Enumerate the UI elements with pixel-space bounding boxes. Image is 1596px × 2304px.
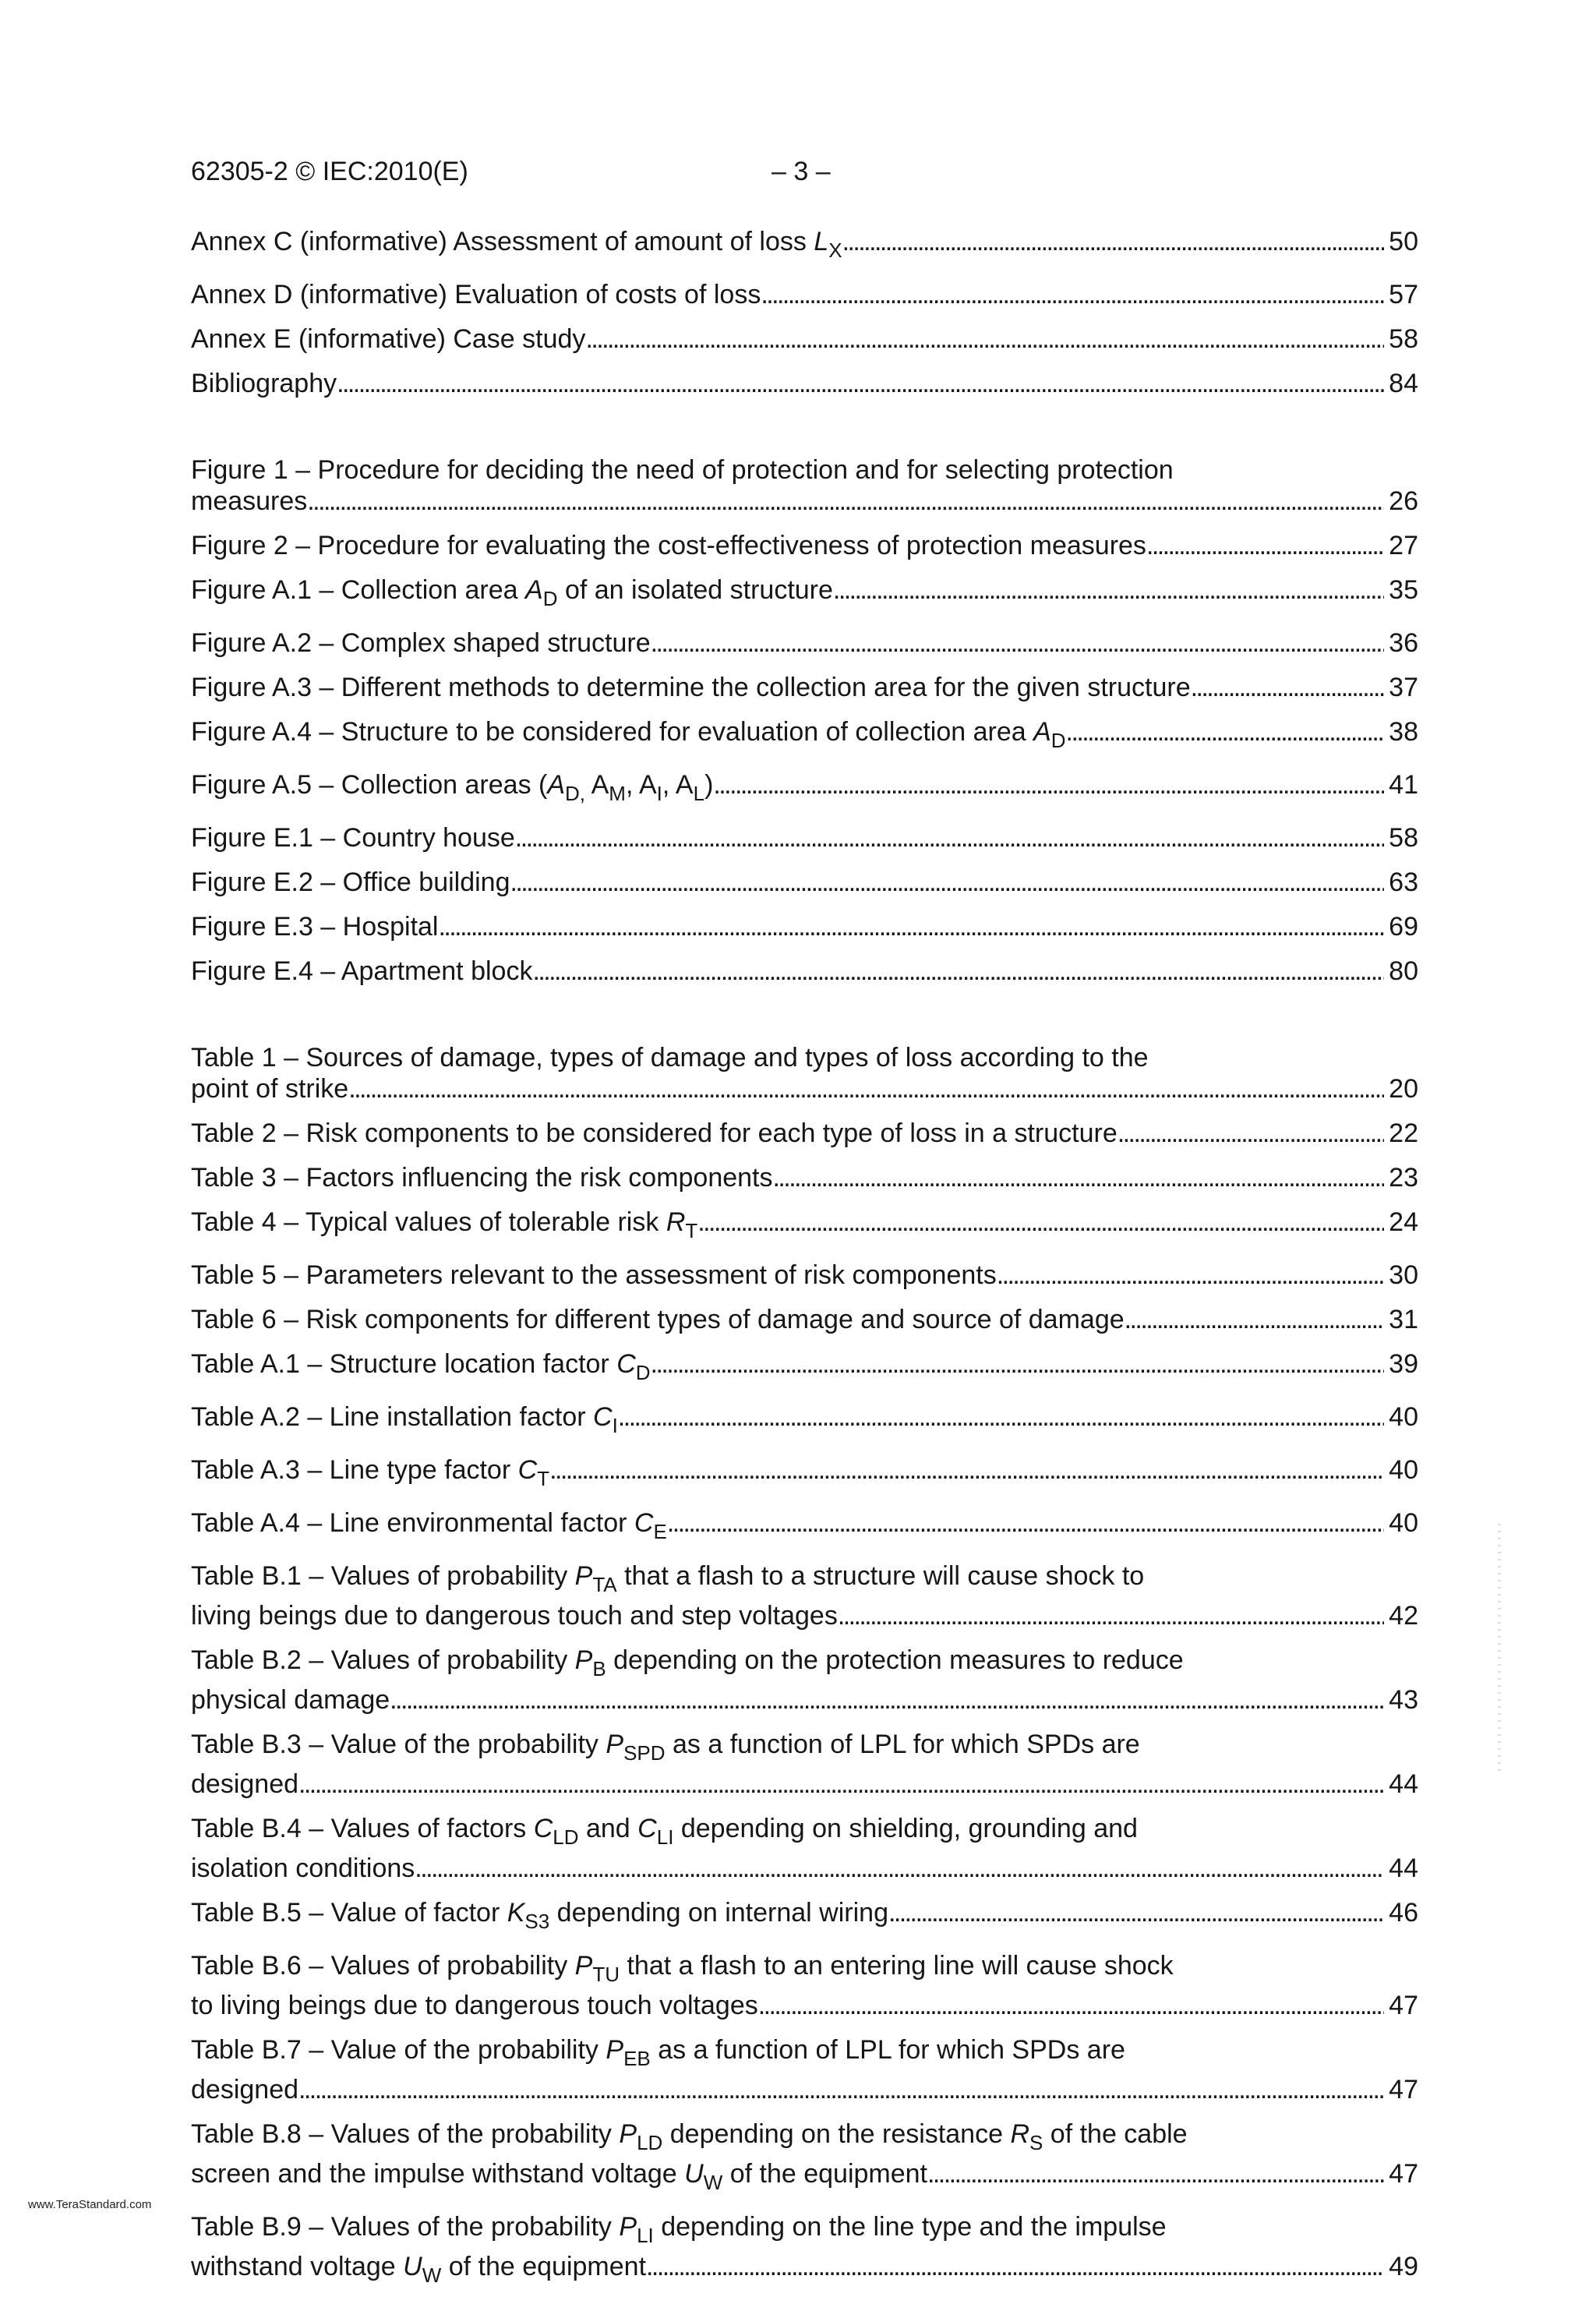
toc-entry-first-line (191, 1042, 1418, 1073)
toc-entry-title (191, 1507, 667, 1547)
math-subscript: T (537, 1467, 550, 1490)
toc-entry-title (191, 279, 761, 310)
math-symbol: A (547, 770, 566, 800)
toc-entry-title (191, 1348, 651, 1388)
toc-entry[interactable] (191, 1454, 1418, 1494)
toc-entry-text: Table B.4 – Values of factors (191, 1814, 534, 1843)
toc-entry-line (191, 530, 1418, 561)
toc-entry[interactable] (191, 1260, 1418, 1291)
math-symbol: R (1010, 2119, 1029, 2149)
toc-entry[interactable] (191, 1560, 1418, 1631)
math-symbol: A (1033, 717, 1051, 747)
toc-entry[interactable] (191, 1348, 1418, 1388)
dot-leader (713, 769, 1384, 800)
toc-entry-title (191, 574, 833, 614)
math-subscript: LI (637, 2224, 654, 2247)
toc-entry-line (191, 368, 1418, 399)
section-gap (191, 412, 1418, 454)
toc-entry-text: depending on the resistance (662, 2119, 1011, 2149)
toc-entry-line (191, 867, 1418, 898)
toc-entry-title (191, 1897, 888, 1937)
toc-entry-text: Table 1 – Sources of damage, types of damage and types of loss according to the (191, 1043, 1149, 1072)
toc-entry-text: depending on shielding, grounding and (673, 1814, 1138, 1843)
math-symbol: U (684, 2159, 704, 2189)
dot-leader (842, 226, 1384, 257)
math-subscript: D (1050, 729, 1066, 752)
toc-entry-title (191, 323, 585, 355)
toc-entry[interactable] (191, 956, 1418, 987)
toc-page-number: 40 (1389, 1508, 1418, 1538)
toc-entry-title (191, 2251, 646, 2291)
toc-entry-first-line (191, 454, 1418, 486)
toc-entry-line (191, 486, 1418, 517)
math-symbol: P (574, 1951, 593, 1981)
toc-entry-text: designed (191, 1769, 299, 1799)
dot-leader (618, 1401, 1384, 1433)
toc-entry-title (191, 1401, 618, 1441)
toc-entry-text: Table A.3 – Line type factor (191, 1455, 518, 1485)
toc-page-number: 80 (1389, 956, 1418, 986)
math-subscript: B (592, 1657, 606, 1680)
dot-leader (997, 1260, 1384, 1291)
toc-entry-text: point of strike (191, 1074, 349, 1104)
dot-leader (888, 1897, 1384, 1928)
toc-entry-title (191, 1118, 1118, 1149)
toc-entry-title (191, 226, 842, 266)
dot-leader (307, 486, 1384, 517)
toc-entry-line (191, 911, 1418, 942)
toc-entry-line (191, 1600, 1418, 1631)
dot-leader (646, 2251, 1384, 2282)
toc-entry-title (191, 1600, 838, 1631)
toc-entry-title (191, 627, 651, 659)
toc-entry-text: Table 2 – Risk components to be considered for each type of loss in a structure (191, 1118, 1118, 1148)
toc-page-number: 40 (1389, 1402, 1418, 1432)
toc-entry[interactable] (191, 2211, 1418, 2291)
math-symbol: C (593, 1402, 613, 1432)
toc-entry-text: Table 3 – Factors influencing the risk components (191, 1163, 773, 1193)
toc-entry[interactable] (191, 1304, 1418, 1335)
dot-leader (773, 1162, 1384, 1193)
toc-entry-line (191, 716, 1418, 756)
toc-entry-text: living beings due to dangerous touch and step voltages (191, 1601, 838, 1631)
toc-entry-text: ) (704, 770, 714, 800)
math-subscript: TU (592, 1963, 620, 1986)
toc-entry-line (191, 1401, 1418, 1441)
toc-entry-line (191, 1853, 1418, 1884)
math-subscript: T (685, 1219, 698, 1242)
toc-entry[interactable] (191, 1207, 1418, 1246)
toc-entry-text: Table 6 – Risk components for different types of damage and source of damage (191, 1305, 1125, 1334)
math-symbol: L (814, 227, 829, 256)
toc-page-number: 47 (1389, 2159, 1418, 2189)
toc-page-number: 63 (1389, 868, 1418, 897)
toc-entry[interactable] (191, 279, 1418, 310)
toc-page-number: 30 (1389, 1260, 1418, 1290)
toc-entry-text: Figure 1 – Procedure for deciding the need of protection and for selecting protection (191, 455, 1174, 485)
math-symbol: P (606, 1730, 624, 1759)
toc-page-number: 40 (1389, 1455, 1418, 1485)
toc-entry-text: Table B.3 – Value of the probability (191, 1730, 606, 1759)
toc-entry-line (191, 1990, 1418, 2021)
toc-page-number: 27 (1389, 531, 1418, 560)
toc-entry-text: Figure A.3 – Different methods to determine the collection area for the given structure (191, 673, 1191, 702)
dot-leader (348, 1073, 1384, 1104)
toc-entry-line (191, 627, 1418, 659)
toc-entry-text: as a function of LPL for which SPDs are (665, 1730, 1140, 1759)
math-symbol: C (616, 1349, 636, 1379)
toc-entry[interactable] (191, 1813, 1418, 1884)
toc-entry-text: Table A.4 – Line environmental factor (191, 1508, 634, 1538)
toc-entry-first-line (191, 1950, 1418, 1990)
dot-leader (532, 956, 1384, 987)
toc-entry-text: to living beings due to dangerous touch voltages (191, 1991, 758, 2020)
toc-entry-text: depending on the protection measures to reduce (606, 1645, 1184, 1675)
margin-scan-artifact (1498, 1524, 1501, 1773)
toc-entry[interactable] (191, 867, 1418, 898)
toc-entry-line (191, 1897, 1418, 1937)
toc-entry-text: of the equipment (722, 2159, 928, 2189)
toc-entry-line (191, 1304, 1418, 1335)
toc-entry[interactable] (191, 1401, 1418, 1441)
math-subscript: S3 (524, 1910, 550, 1933)
dot-leader (838, 1600, 1384, 1631)
dot-leader (585, 323, 1384, 355)
math-subscript: E (653, 1520, 667, 1543)
toc-page-number: 39 (1389, 1349, 1418, 1379)
toc-entry-line (191, 226, 1418, 266)
toc-entry[interactable] (191, 911, 1418, 942)
toc-entry[interactable] (191, 1897, 1418, 1937)
toc-entry-text: Figure A.4 – Structure to be considered for evaluation of collection area (191, 717, 1034, 747)
toc-page-number: 49 (1389, 2252, 1418, 2281)
dot-leader (651, 627, 1384, 659)
math-symbol: P (619, 2119, 637, 2149)
math-subscript: LD (637, 2131, 663, 2154)
dot-leader (761, 279, 1384, 310)
dot-leader (667, 1507, 1384, 1539)
toc-entry-title (191, 1073, 348, 1104)
toc-entry-text: Figure E.2 – Office building (191, 868, 510, 897)
toc-entry-text: Table B.6 – Values of probability (191, 1951, 575, 1981)
toc-entry[interactable] (191, 1042, 1418, 1104)
toc-entry-title (191, 2158, 927, 2198)
toc-entry-line (191, 2074, 1418, 2105)
toc-entry-first-line (191, 2211, 1418, 2251)
math-subscript: S (1029, 2131, 1043, 2154)
toc-entry-title (191, 716, 1066, 756)
toc-entry-text: , A (625, 770, 657, 800)
dot-leader (549, 1454, 1384, 1486)
toc-page-number: 57 (1389, 280, 1418, 309)
toc-entry-line (191, 822, 1418, 853)
math-symbol: C (517, 1455, 538, 1485)
toc-page-number: 69 (1389, 912, 1418, 942)
toc-entry-text: Figure 2 – Procedure for evaluating the cost-effectiveness of protection measures (191, 531, 1146, 560)
math-subscript: LI (656, 1825, 674, 1849)
math-subscript: EB (623, 2047, 651, 2070)
toc-entry-line (191, 1162, 1418, 1193)
toc-entry-text: Table A.1 – Structure location factor (191, 1349, 617, 1379)
toc-entry-first-line (191, 2118, 1418, 2158)
math-subscript: SPD (623, 1741, 666, 1765)
toc-entry[interactable] (191, 530, 1418, 561)
page-number: – 3 – (772, 157, 831, 186)
dot-leader (927, 2158, 1384, 2189)
math-subscript: X (828, 239, 842, 262)
toc-entry-text: that a flash to a structure will cause shock to (616, 1561, 1145, 1591)
toc-entry-title (191, 1454, 549, 1494)
toc-entry-text: Bibliography (191, 369, 337, 398)
toc-page-number: 23 (1389, 1163, 1418, 1193)
toc-entry-first-line (191, 2034, 1418, 2074)
toc-page-number: 58 (1389, 324, 1418, 354)
dot-leader (833, 574, 1384, 606)
toc-entry-title (191, 672, 1191, 703)
footer-url: www.TeraStandard.com (28, 2198, 152, 2211)
toc-entry-text: Table B.9 – Values of the probability (191, 2212, 620, 2242)
dot-leader (1125, 1304, 1384, 1335)
toc-entry-text: as a function of LPL for which SPDs are (650, 2035, 1125, 2065)
toc-entry-text: withstand voltage (191, 2252, 404, 2281)
toc-entry[interactable] (191, 822, 1418, 853)
toc-entry-text: Table B.8 – Values of the probability (191, 2119, 620, 2149)
toc-entry-text: isolation conditions (191, 1853, 415, 1883)
math-subscript: W (422, 2263, 442, 2287)
toc-entry-text: depending on internal wiring (549, 1898, 888, 1928)
toc-page-number: 24 (1389, 1207, 1418, 1237)
toc-entry-line (191, 574, 1418, 614)
math-symbol: P (606, 2035, 624, 2065)
toc-entry-text: A (585, 770, 609, 800)
toc-entry[interactable] (191, 769, 1418, 809)
toc-entry[interactable] (191, 627, 1418, 659)
toc-page-number: 31 (1389, 1305, 1418, 1334)
toc-entry-line (191, 1073, 1418, 1104)
toc-entry-text: Figure A.1 – Collection area (191, 575, 526, 605)
toc-entry-title (191, 1207, 697, 1246)
toc-page-number: 42 (1389, 1601, 1418, 1631)
toc-entry[interactable] (191, 2118, 1418, 2198)
toc-entry-title (191, 822, 515, 853)
math-subscript: L (693, 782, 705, 805)
toc-entry-text: screen and the impulse withstand voltage (191, 2159, 685, 2189)
toc-entry-title (191, 1990, 758, 2021)
toc-entry-text: designed (191, 2075, 299, 2104)
toc-page-number: 46 (1389, 1898, 1418, 1928)
toc-entry-text: Annex C (informative) Assessment of amount of loss (191, 227, 814, 256)
toc-entry-line (191, 1207, 1418, 1246)
toc-entry-title (191, 911, 439, 942)
dot-leader (390, 1684, 1384, 1716)
toc-page-number: 47 (1389, 1991, 1418, 2020)
section-gap (191, 1000, 1418, 1042)
toc-entry-text: Table 4 – Typical values of tolerable risk (191, 1207, 666, 1237)
toc-page-number: 58 (1389, 823, 1418, 853)
toc-entry-text: Table B.5 – Value of factor (191, 1898, 507, 1928)
dot-leader (1066, 716, 1384, 747)
toc-entry-first-line (191, 1560, 1418, 1600)
toc-entry-title (191, 956, 532, 987)
toc-entry-title (191, 486, 307, 517)
toc-entry[interactable] (191, 716, 1418, 756)
dot-leader (697, 1207, 1384, 1238)
toc-entry-line (191, 2251, 1418, 2291)
math-symbol: P (574, 1645, 593, 1675)
toc-page-number: 22 (1389, 1118, 1418, 1148)
toc-entry-first-line (191, 1645, 1418, 1684)
toc-page-number: 38 (1389, 717, 1418, 747)
toc-page-number: 37 (1389, 673, 1418, 702)
dot-leader (1118, 1118, 1384, 1149)
toc-page-number: 26 (1389, 486, 1418, 516)
toc-entry-text: Figure A.5 – Collection areas ( (191, 770, 548, 800)
dot-leader (1191, 672, 1384, 703)
math-symbol: C (533, 1814, 553, 1843)
toc-entry-text: , A (662, 770, 694, 800)
toc-entry-line (191, 1769, 1418, 1800)
toc-page-number: 84 (1389, 369, 1418, 398)
toc-entry-line (191, 1118, 1418, 1149)
toc-entry-line (191, 1260, 1418, 1291)
toc-entry-text: Table B.7 – Value of the probability (191, 2035, 606, 2065)
dot-leader (298, 2074, 1384, 2105)
toc-entry-text: Figure E.3 – Hospital (191, 912, 439, 942)
toc-entry[interactable] (191, 574, 1418, 614)
math-subscript: D (542, 587, 558, 610)
math-symbol: K (507, 1898, 525, 1928)
toc-entry-line (191, 2158, 1418, 2198)
toc-entry-line (191, 1684, 1418, 1716)
math-subscript: I (612, 1414, 618, 1437)
toc-entry[interactable] (191, 454, 1418, 517)
toc-entry-text: physical damage (191, 1685, 390, 1715)
toc-entry-title (191, 867, 510, 898)
toc-entry[interactable] (191, 1118, 1418, 1149)
toc-entry[interactable] (191, 1162, 1418, 1193)
math-symbol: P (574, 1561, 593, 1591)
toc-entry-text: and (578, 1814, 638, 1843)
toc-entry-title (191, 530, 1146, 561)
toc-entry-text: of the equipment (441, 2252, 647, 2281)
math-subscript: W (703, 2171, 723, 2194)
math-subscript: D (635, 1361, 651, 1384)
toc-entry-text: measures (191, 486, 308, 516)
toc-entry-line (191, 1348, 1418, 1388)
toc-entry-title (191, 2074, 298, 2105)
toc-entry-line (191, 769, 1418, 809)
toc-entry[interactable] (191, 2034, 1418, 2105)
dot-leader (298, 1769, 1384, 1800)
math-symbol: U (403, 2252, 422, 2281)
toc-entry[interactable] (191, 226, 1418, 266)
math-subscript: D, (565, 782, 586, 805)
toc-entry-text: Table 5 – Parameters relevant to the assessment of risk components (191, 1260, 997, 1290)
toc-page-number: 47 (1389, 2075, 1418, 2104)
math-symbol: C (637, 1814, 657, 1843)
toc-page-number: 44 (1389, 1769, 1418, 1799)
toc-entry-line (191, 956, 1418, 987)
toc-entry-text: of an isolated structure (557, 575, 833, 605)
toc-page-number: 36 (1389, 628, 1418, 658)
toc-entry-title (191, 769, 713, 809)
toc-entry[interactable] (191, 1729, 1418, 1800)
math-symbol: P (619, 2212, 637, 2242)
toc-entry-title (191, 1162, 773, 1193)
dot-leader (510, 867, 1385, 898)
math-symbol: R (666, 1207, 686, 1237)
toc-entry-text: Table B.1 – Values of probability (191, 1561, 575, 1591)
dot-leader (515, 822, 1384, 853)
toc-entry-title (191, 1769, 298, 1800)
dot-leader (651, 1348, 1384, 1380)
toc-entry-line (191, 1507, 1418, 1547)
toc-page-number: 20 (1389, 1074, 1418, 1104)
math-subscript: M (609, 782, 626, 805)
toc-page-number: 43 (1389, 1685, 1418, 1715)
math-symbol: C (634, 1508, 654, 1538)
toc-entry-text: depending on the line type and the impulse (653, 2212, 1167, 2242)
toc-entry-text: Figure A.2 – Complex shaped structure (191, 628, 651, 658)
math-symbol: A (525, 575, 543, 605)
dot-leader (439, 911, 1385, 942)
toc-entry-title (191, 368, 337, 399)
toc-entry-title (191, 1853, 415, 1884)
toc-page-number: 41 (1389, 770, 1418, 800)
toc-entry-line (191, 323, 1418, 355)
toc-entry-title (191, 1304, 1125, 1335)
toc-entry[interactable] (191, 368, 1418, 399)
math-subscript: LD (553, 1825, 579, 1849)
dot-leader (337, 368, 1384, 399)
dot-leader (1146, 530, 1384, 561)
toc-entry-text: Annex D (informative) Evaluation of costs of loss (191, 280, 761, 309)
toc-entry-line (191, 1454, 1418, 1494)
toc-entry-first-line (191, 1729, 1418, 1769)
toc-entry-text: Figure E.1 – Country house (191, 823, 515, 853)
toc-entry-text: Table A.2 – Line installation factor (191, 1402, 593, 1432)
toc-entry[interactable] (191, 1950, 1418, 2021)
toc-entry[interactable] (191, 323, 1418, 355)
toc-entry[interactable] (191, 1645, 1418, 1716)
toc-entry-text: Annex E (informative) Case study (191, 324, 586, 354)
toc-entry-text: of the cable (1043, 2119, 1188, 2149)
toc-entry-text: Figure E.4 – Apartment block (191, 956, 533, 986)
toc-entry-first-line (191, 1813, 1418, 1853)
math-subscript: TA (592, 1573, 617, 1596)
document-identifier: 62305-2 © IEC:2010(E) (191, 157, 468, 186)
toc-entry-text: that a flash to an entering line will cause shock (620, 1951, 1174, 1981)
table-of-contents (191, 226, 1418, 2304)
toc-entry-line (191, 672, 1418, 703)
toc-entry-line (191, 279, 1418, 310)
math-subscript: I (656, 782, 662, 805)
dot-leader (758, 1990, 1384, 2021)
toc-page-number: 44 (1389, 1853, 1418, 1883)
dot-leader (415, 1853, 1384, 1884)
toc-entry-title (191, 1260, 997, 1291)
toc-page-number: 50 (1389, 227, 1418, 256)
toc-page-number: 35 (1389, 575, 1418, 605)
toc-entry[interactable] (191, 1507, 1418, 1547)
toc-entry-title (191, 1684, 390, 1716)
toc-entry[interactable] (191, 672, 1418, 703)
toc-entry-text: Table B.2 – Values of probability (191, 1645, 575, 1675)
